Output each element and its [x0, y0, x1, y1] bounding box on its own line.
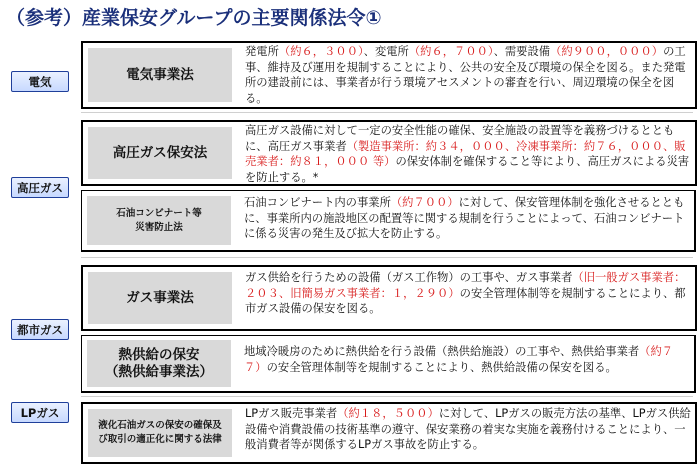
law-row-petroleum-complex	[81, 190, 696, 252]
category-high-pressure-gas: 高圧ガス	[11, 177, 69, 198]
page-title: （参考）産業保安グループの主要関係法令①	[6, 7, 382, 29]
separator	[81, 396, 693, 397]
law-desc-heat-supply: 地域冷暖房のために熱供給を行う設備（熱供給施設）の工事や、熱供給事業者（約７７）の安全管理体制等を規制することにより、熱供給設備の保安を図る。	[244, 345, 674, 374]
law-desc-lp-gas: LPガス販売事業者（約１８，５００）に対して、LPガスの販売方法の基準、LPガス供給設備や消費設備の技術基準の遵守、保安業務の着実な実施を義務付けることにより、一般消費者等が関係するLPガス事故を防止する。	[245, 407, 691, 452]
law-row-high-pressure-gas	[81, 120, 697, 186]
separator	[81, 112, 693, 113]
law-row-electricity	[81, 41, 697, 109]
law-desc-high-pressure-gas: 高圧ガス設備に対して一定の安全性能の確保、安全施設の設置等を義務づけるとともに、高圧ガス事業者（製造事業所：約３４，０００、冷凍事業所：約７６，０００、販売業者：約８１，０００ 等）の保安体制を確保すること等により、高圧ガスによる災害を防止する。*	[245, 124, 690, 184]
law-desc-electricity: 発電所（約６，３００）、変電所（約６，７００）、需要設備（約９００，０００）の工事、維持及び運用を規制することにより、公共の安全及び環境の保全を図る。また発電所の建設前には、事業者が行う環境アセスメントの審査を行い、周辺環境の保全を図る。	[245, 45, 686, 105]
law-name-gas-business: ガス事業法	[88, 272, 232, 324]
separator	[81, 257, 693, 258]
law-name-heat-supply: 熱供給の保安 （熱供給事業法）	[87, 340, 231, 387]
law-row-gas-business	[81, 265, 697, 331]
law-row-heat-supply	[81, 335, 696, 393]
law-desc-petroleum-complex: 石油コンビナート内の事業所（約７００）に対して、保安管理体制を強化させるとともに、事業所内の施設地区の配置等に関する規制を行うことによって、石油コンビナートに係る災害の発生及び拡大を防止する。	[244, 196, 685, 241]
law-name-lp-gas: 液化石油ガスの保安の確保及 び取引の適正化に関する法律	[88, 409, 232, 457]
law-row-lp-gas	[81, 402, 697, 464]
law-name-high-pressure-gas: 高圧ガス保安法	[88, 127, 232, 179]
category-electric: 電気	[11, 71, 69, 92]
law-name-electricity: 電気事業法	[88, 48, 232, 102]
law-desc-gas-business: ガス供給を行うための設備（ガス工作物）の工事や、ガス事業者（旧一般ガス事業者：２０３、旧簡易ガス事業者：１，２９０）の安全管理体制等を規制することにより、都市ガス設備の保安を図る。	[245, 271, 686, 316]
category-lp-gas: LPガス	[11, 402, 69, 423]
law-name-petroleum-complex: 石油コンビナート等 災害防止法	[87, 196, 231, 245]
category-city-gas: 都市ガス	[11, 319, 69, 340]
